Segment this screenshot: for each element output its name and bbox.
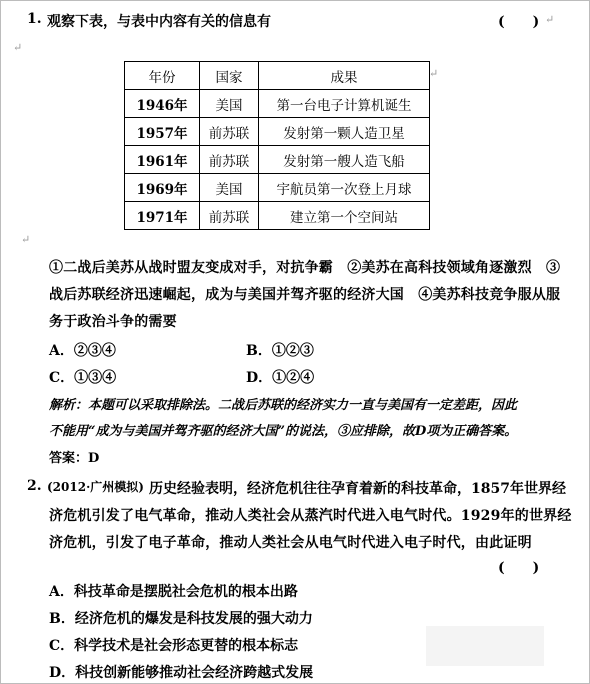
cell-year: 1969年 <box>125 174 200 202</box>
header-country: 国家 <box>200 62 259 90</box>
q2-stem-line: 济危机引发了电气革命，推动人类社会从蒸汽时代进入电气时代。1929年的世界经 <box>49 508 572 524</box>
table-row <box>125 90 430 118</box>
return-mark: ↵ <box>429 67 439 80</box>
achievements-table <box>124 61 430 230</box>
q1-statement-line: ①二战后美苏从战时盟友变成对手，对抗争霸 ②美苏在高科技领域角逐激烈 ③ <box>49 260 561 276</box>
q2-number: 2. <box>27 478 42 494</box>
q2-answer-paren: ( ) <box>498 560 540 576</box>
return-mark: ↵ <box>545 13 555 26</box>
cell-country: 美国 <box>200 174 259 202</box>
q1-answer-paren: ( ) <box>498 14 540 30</box>
cell-achievement: 发射第一艘人造飞船 <box>259 146 430 174</box>
table-row <box>125 174 430 202</box>
q2-option-a[interactable]: A．科技革命是摆脱社会危机的根本出路 <box>49 584 298 600</box>
q1-answer: 答案：D <box>49 451 100 466</box>
q2-option-b[interactable]: B．经济危机的爆发是科技发展的强大动力 <box>49 611 313 627</box>
cell-country: 美国 <box>200 90 259 118</box>
q2-source: (2012·广州模拟) <box>47 480 144 494</box>
q2-option-c[interactable]: C．科学技术是社会形态更替的根本标志 <box>49 638 299 654</box>
table-row <box>125 146 430 174</box>
return-mark: ↵ <box>13 41 23 54</box>
q1-option-b[interactable]: B．①②③ <box>246 343 314 359</box>
q1-statement-line: 战后苏联经济迅速崛起，成为与美国并驾齐驱的经济大国 ④美苏科技竞争服从服 <box>49 287 561 303</box>
cell-achievement: 发射第一颗人造卫星 <box>259 118 430 146</box>
table-header-row <box>125 62 430 90</box>
cell-country: 前苏联 <box>200 146 259 174</box>
q1-analysis-line: 不能用“成为与美国并驾齐驱的经济大国”的说法，③应排除，故D项为正确答案。 <box>49 424 518 439</box>
table-row <box>125 202 430 230</box>
q1-statement-line: 务于政治斗争的需要 <box>49 314 177 330</box>
table-row <box>125 118 430 146</box>
q2-stem-line: 济危机，引发了电子革命，推动人类社会从电气时代进入电子时代，由此证明 <box>49 535 532 551</box>
q1-option-d[interactable]: D．①②④ <box>246 370 315 386</box>
header-achievement: 成果 <box>259 62 430 90</box>
q2-stem-line: 历史经验表明，经济危机往往孕育着新的科技革命，1857年世界经 <box>149 481 566 497</box>
cell-year: 1957年 <box>125 118 200 146</box>
cell-country: 前苏联 <box>200 202 259 230</box>
q1-option-a[interactable]: A．②③④ <box>49 343 116 359</box>
q1-stem: 观察下表，与表中内容有关的信息有 <box>47 14 271 30</box>
header-year: 年份 <box>125 62 200 90</box>
q2-option-d[interactable]: D．科技创新能够推动社会经济跨越式发展 <box>49 665 314 681</box>
cell-achievement: 第一台电子计算机诞生 <box>259 90 430 118</box>
q1-number: 1. <box>27 11 42 27</box>
cell-achievement: 宇航员第一次登上月球 <box>259 174 430 202</box>
watermark-stamp <box>426 626 544 666</box>
cell-year: 1946年 <box>125 90 200 118</box>
cell-achievement: 建立第一个空间站 <box>259 202 430 230</box>
cell-year: 1961年 <box>125 146 200 174</box>
q1-analysis-line: 解析：本题可以采取排除法。二战后苏联的经济实力一直与美国有一定差距，因此 <box>49 398 518 413</box>
q1-option-c[interactable]: C．①③④ <box>49 370 117 386</box>
return-mark: ↵ <box>21 233 31 246</box>
cell-year: 1971年 <box>125 202 200 230</box>
cell-country: 前苏联 <box>200 118 259 146</box>
